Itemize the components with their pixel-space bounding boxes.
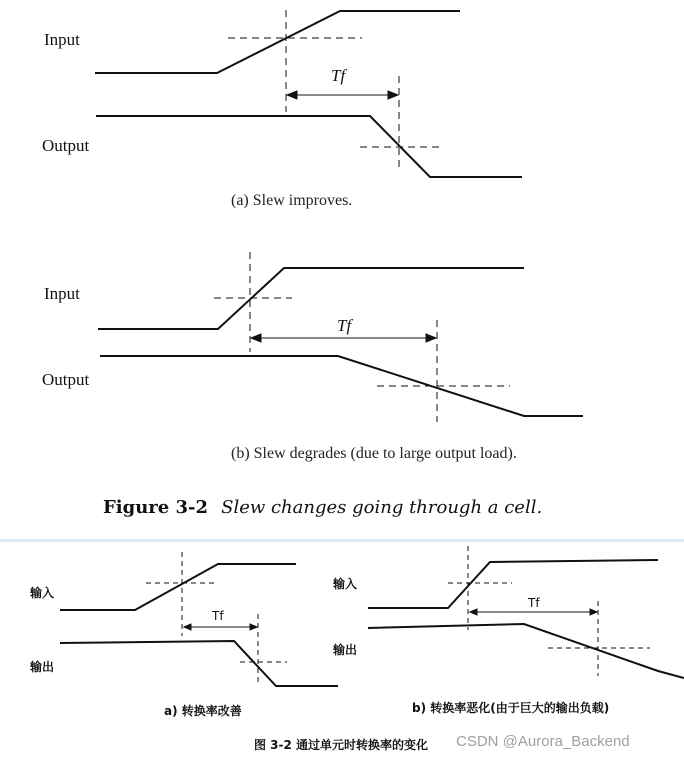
panel-a-input-waveform [95, 11, 460, 73]
cn-panel-a-waveforms [60, 564, 338, 686]
cn-panel-b-caption: b) 转换率恶化(由于巨大的输出负载) [412, 701, 610, 715]
panel-a-output-label: Output [42, 136, 90, 155]
panel-a-input-label: Input [44, 30, 80, 49]
panel-b-input-waveform [98, 268, 524, 329]
cn-panel-b-tf-label: Tf [528, 596, 540, 610]
section-divider [0, 539, 684, 542]
cn-panel-b-waveforms [368, 560, 684, 678]
cn-panel-b-input-label: 输入 [333, 577, 358, 591]
panel-a-caption: (a) Slew improves. [231, 192, 353, 209]
cn-panel-a-tf-arrow [184, 624, 257, 630]
panel-a-output-waveform [96, 116, 522, 177]
panel-a-tf-arrow [287, 91, 398, 99]
figure-number: Figure 3-2 [103, 497, 209, 518]
panel-b-output-waveform [100, 356, 583, 416]
panel-b-waveforms [98, 268, 583, 416]
panel-a-tf-label: Tf [331, 66, 346, 85]
cn-panel-b-input-waveform [368, 560, 658, 608]
watermark: CSDN @Aurora_Backend [456, 733, 630, 750]
panel-a-waveforms [95, 11, 522, 177]
panel-a-guides [228, 10, 440, 172]
figure-title: Slew changes going through a cell. [221, 497, 543, 518]
cn-panel-a-input-waveform [60, 564, 296, 610]
panel-b-caption: (b) Slew degrades (due to large output load). [231, 445, 517, 462]
cn-panel-a-output-waveform [60, 641, 338, 686]
panel-b-input-label: Input [44, 284, 80, 303]
cn-panel-a-input-label: 输入 [30, 586, 55, 600]
cn-panel-a-tf-label: Tf [212, 609, 224, 623]
cn-panel-b-output-waveform [368, 624, 684, 678]
cn-panel-b-guides [448, 546, 650, 676]
cn-panel-a-output-label: 输出 [30, 660, 55, 674]
figure-caption [103, 497, 542, 518]
panel-b-tf-label: Tf [337, 316, 352, 335]
panel-b-output-label: Output [42, 370, 90, 389]
cn-panel-a-caption: a) 转换率改善 [164, 704, 242, 718]
cn-panel-b-output-label: 输出 [333, 643, 358, 657]
cn-figure-caption: 图 3-2 通过单元时转换率的变化 [254, 738, 429, 752]
